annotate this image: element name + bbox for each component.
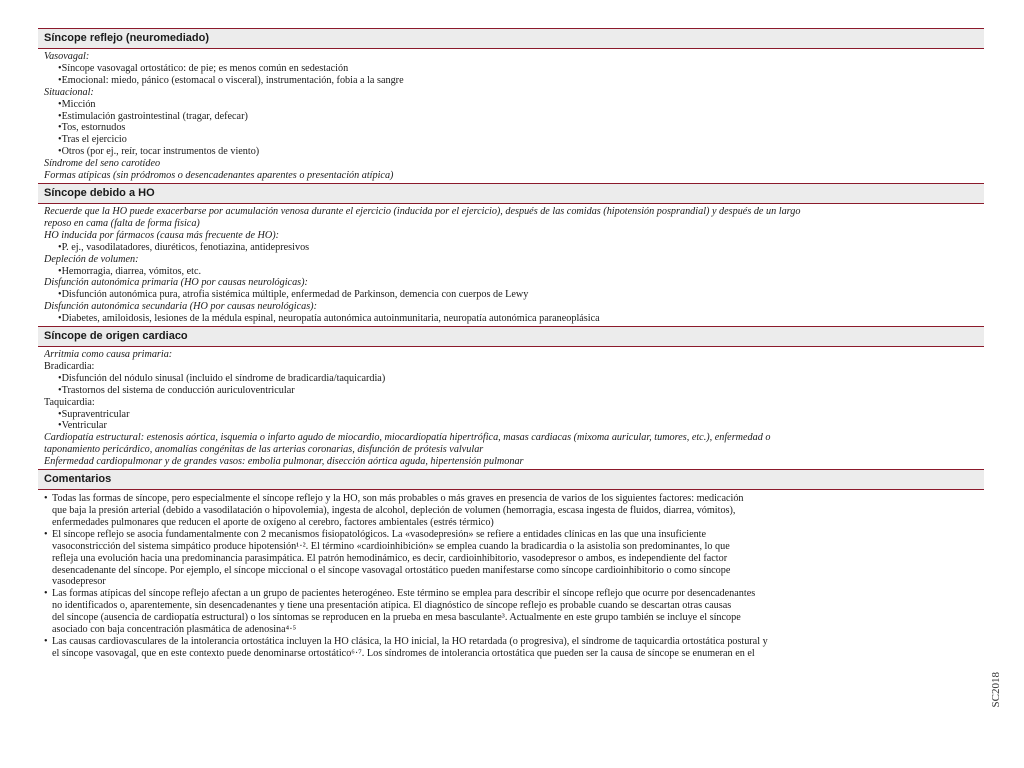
section-body [38,49,984,183]
table-section [38,326,984,469]
bullet-item: • Micción [44,99,978,111]
bullet-item: • Trastornos del sistema de conducción auriculoventricular [44,385,978,397]
subheading: Disfunción autonómica secundaria (HO por causas neurológicas): [44,301,317,313]
comment-item [44,636,978,660]
bullet-item: • Otros (por ej., reír, tocar instrumentos de viento) [44,146,978,158]
bullet-item: • Disfunción del nódulo sinusal (incluido el síndrome de bradicardia/taquicardia) [44,373,978,385]
comment-line: el síncope vasovagal, que en este contexto puede denominarse ortostático⁶·⁷. Los síndromes de intolerancia ortostática que pueden ser la causa de síncope se enumeran en el [52,647,755,659]
bullet-item: • Síncope vasovagal ortostático: de pie; es menos común en sedestación [44,63,978,75]
comment-line: desencadenante del síncope. Por ejemplo, el síncope miccional o el síncope vasovagal ortostático pueden manifestarse como síncope cardioinhibitorio o como síncope [52,564,731,576]
bullet-item: • Diabetes, amiloidosis, lesiones de la médula espinal, neuropatía autonómica autoinmunitaria, neuropatía autonómica paraneoplásica [44,313,978,325]
bullet-item: • Supraventricular [44,409,978,421]
comment-item [44,529,978,589]
comment-line: • Las causas cardiovasculares de la intolerancia ortostática incluyen la HO clásica, la HO inicial, la HO retardada (o progresiva), el síndrome de taquicardia ortostática postural y [52,635,768,647]
subheading: Arritmia como causa primaria: [44,349,173,361]
bullet-item: • Ventricular [44,420,978,432]
comments-section [38,469,984,660]
comments-header: Comentarios [38,470,984,490]
comment-line: del síncope (ausencia de cardiopatía estructural) o los síntomas se reproducen en la prueba en mesa basculante³. Actualmente en este grupo también se incluye el síncope [52,612,741,624]
category-label: Bradicardia: [44,360,95,372]
comment-line: vasoconstricción del sistema simpático produce hipotensión¹·². El término «cardioinhibición» se emplea cuando la bradicardia o la asistolia son predominantes, lo que [52,540,730,552]
syncope-classification-table [38,28,984,660]
subheading: Situacional: [44,86,94,98]
comment-item [44,493,978,529]
comment-line: asociado con baja concentración plasmática de adenosina⁴·⁵ [52,624,297,636]
table-section [38,28,984,183]
subheading: Depleción de volumen: [44,253,139,265]
subheading: Disfunción autonómica primaria (HO por causas neurológicas): [44,277,308,289]
subheading: Síndrome del seno carotídeo [44,158,161,170]
subheading: Vasovagal: [44,51,90,62]
section-header: Síncope debido a HO [38,184,984,204]
section-body [38,204,984,326]
comment-item [44,588,978,636]
bullet-item: • Tos, estornudos [44,122,978,134]
comment-line: que baja la presión arterial (debido a vasodilatación o hipovolemia), ingesta de alcohol, depleción de volumen (hemorragia, escasa ingesta de fluidos, diarrea, vómitos), [52,505,736,516]
bullet-item: • Tras el ejercicio [44,134,978,146]
subheading: Formas atípicas (sin pródromos o desencadenantes aparentes o presentación atípica) [44,170,394,182]
comment-line: • El síncope reflejo se asocia fundamentalmente con 2 mecanismos fisiopatológicos. La «vasodepresión» se refiere a entidades clínicas en las que una insuficiente [52,528,707,540]
section-header: Síncope reflejo (neuromediado) [38,29,984,49]
bullet-item: • Estimulación gastrointestinal (tragar, defecar) [44,111,978,123]
table-section [38,183,984,326]
comments-body [38,490,984,660]
comment-line: refleja una evolución hacia una predominancia parasimpática. El patrón hemodinámico, es decir, cardioinhibitorio, vasodepresor o ambos, es independiente del factor [52,552,728,564]
comment-line: vasodepresor [52,576,106,588]
bullet-item: • Emocional: miedo, pánico (estomacal o visceral), instrumentación, fobia a la sangre [44,75,978,87]
section-body [38,347,984,469]
subheading: Recuerde que la HO puede exacerbarse por acumulación venosa durante el ejercicio (inducida por el ejercicio), después de las comidas (hipotensión posprandial) y después de un largo [44,205,801,217]
comment-line: enfermedades pulmonares que reducen el aporte de oxígeno al cerebro, factores ambientales (estrés térmico) [52,516,494,528]
subheading: reposo en cama (falta de forma física) [44,217,200,229]
side-label: SC2018 [990,672,1002,708]
subheading: Cardiopatía estructural: estenosis aórtica, isquemia o infarto agudo de miocardio, miocardiopatía hipertrófica, masas cardiacas (mixoma auricular, tumores, etc.), enfermedad o [44,432,771,444]
category-label: Taquicardia: [44,396,95,408]
bullet-item: • Disfunción autonómica pura, atrofia sistémica múltiple, enfermedad de Parkinson, demencia con cuerpos de Lewy [44,289,978,301]
comment-line: • Las formas atípicas del síncope reflejo afectan a un grupo de pacientes heterogéneo. Este término se emplea para describir el síncope reflejo que ocurre por desencadenantes [52,588,756,600]
table-sections [38,28,984,469]
bullet-item: • P. ej., vasodilatadores, diuréticos, fenotiazina, antidepresivos [44,242,978,254]
subheading: HO inducida por fármacos (causa más frecuente de HO): [44,229,280,241]
subheading: taponamiento pericárdico, anomalías congénitas de las arterias coronarias, disfunción de prótesis valvular [44,444,484,456]
section-header: Síncope de origen cardiaco [38,327,984,347]
comment-line: • Todas las formas de síncope, pero especialmente el síncope reflejo y la HO, son más probables o más graves en presencia de varios de los siguientes factores: medicación [52,493,744,505]
bullet-item: • Hemorragia, diarrea, vómitos, etc. [44,266,978,278]
subheading: Enfermedad cardiopulmonar y de grandes vasos: embolia pulmonar, disección aórtica aguda, hipertensión pulmonar [44,456,524,468]
comment-line: no identificados o, aparentemente, sin desencadenantes y tiene una presentación atípica. El diagnóstico de síncope reflejo es probable cuando se descartan otras causas [52,600,732,612]
